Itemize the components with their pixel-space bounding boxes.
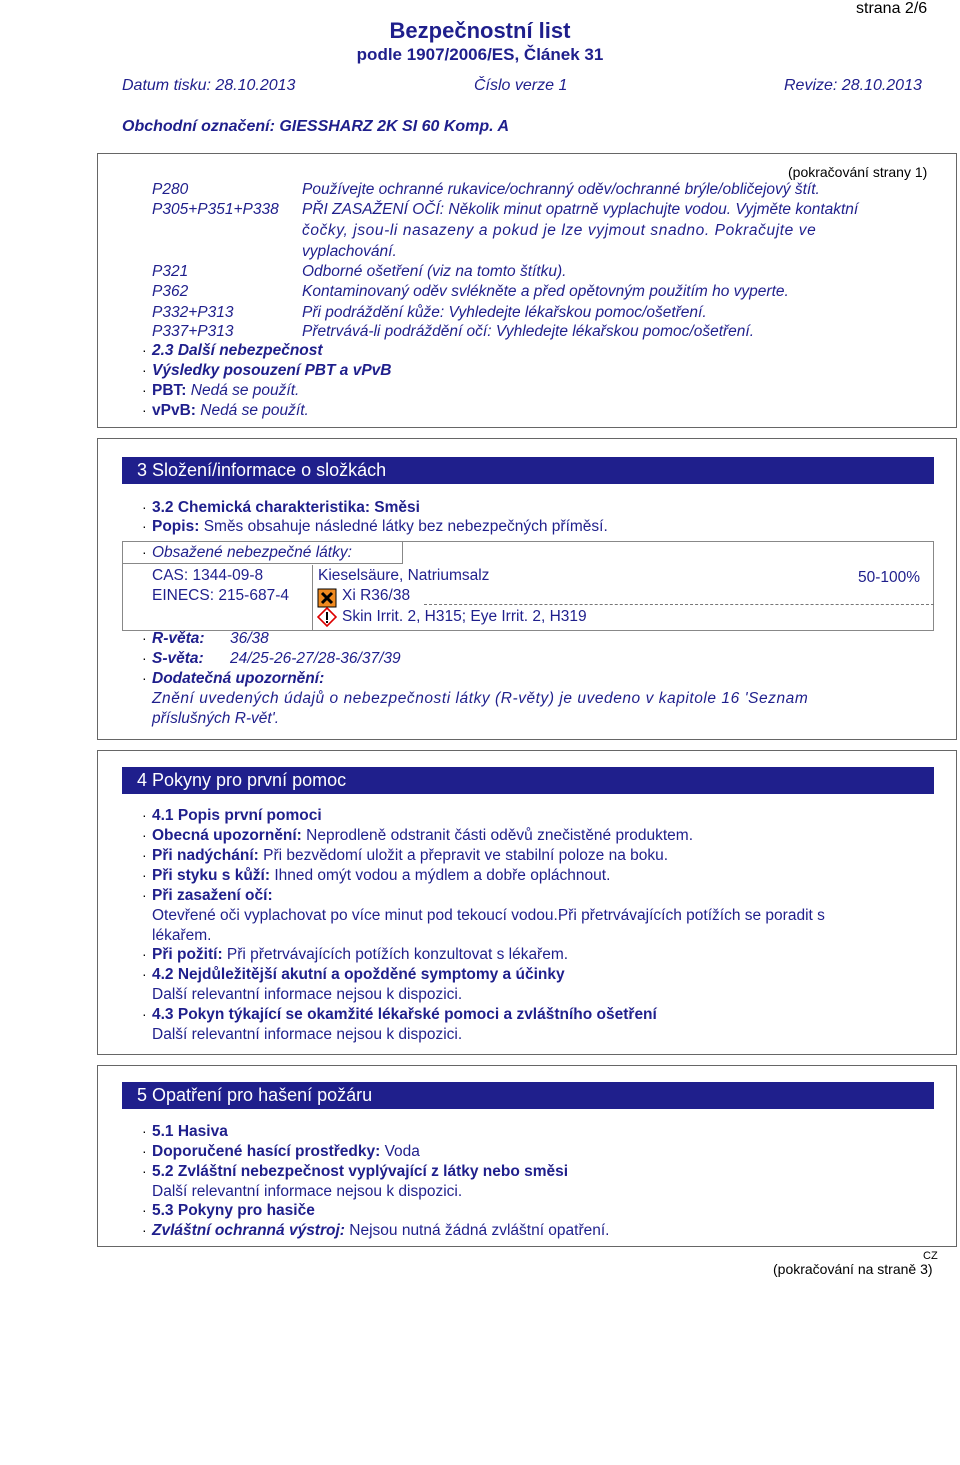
continuation-note: (pokračování strany 1) bbox=[788, 164, 928, 180]
description-line bbox=[152, 517, 608, 537]
bullet: · bbox=[142, 946, 147, 962]
phrase-text: PŘI ZASAŽENÍ OČÍ: Několik minut opatrně vyplachujte vodou. Vyjměte kontaktní bbox=[302, 201, 859, 218]
phrase-code: P337+P313 bbox=[152, 323, 234, 340]
phrase-text: čočky, jsou-li nasazeny a pokud je lze vyjmout snadno. Pokračujte ve bbox=[302, 222, 817, 239]
phrase-text: Přetrvává-li podráždění očí: Vyhledejte lékařskou pomoc/ošetření. bbox=[302, 323, 755, 340]
cas-number: CAS: 1344-09-8 bbox=[152, 567, 264, 584]
additional-note-text: Znění uvedených údajů o nebezpečnosti látky (R-věty) je uvedeno v kapitole 16 'Seznam bbox=[152, 690, 809, 707]
version-number: Číslo verze 1 bbox=[474, 77, 568, 94]
clp-classification: Skin Irrit. 2, H315; Eye Irrit. 2, H319 bbox=[342, 608, 587, 625]
r-phrase-label: R-věta: bbox=[152, 630, 205, 647]
trade-name: Obchodní označení: GIESSHARZ 2K SI 60 Komp. A bbox=[122, 118, 510, 135]
divider-dashed bbox=[424, 604, 934, 605]
bullet: · bbox=[142, 867, 147, 883]
pbt-heading: Výsledky posouzení PBT a vPvB bbox=[152, 362, 392, 379]
bullet: · bbox=[142, 887, 147, 903]
eye-contact-text: Otevřené oči vyplachovat po více minut pod tekoucí vodou.Při přetrvávajících potížích se poradit s bbox=[152, 907, 825, 924]
bullet: · bbox=[142, 1202, 147, 1218]
continued-note: (pokračování na straně 3) bbox=[773, 1261, 933, 1277]
skin-contact-line bbox=[152, 866, 610, 886]
einecs-number: EINECS: 215-687-4 bbox=[152, 587, 289, 604]
section4-sub1: 4.1 Popis první pomoci bbox=[152, 807, 322, 824]
bullet: · bbox=[142, 499, 147, 515]
section4-sub3: 4.3 Pokyn týkající se okamžité lékařské pomoci a zvláštního ošetření bbox=[152, 1006, 657, 1023]
extinguishing-media-line bbox=[152, 1142, 420, 1162]
section5-sub3: 5.3 Pokyny pro hasiče bbox=[152, 1202, 315, 1219]
r-phrase-value: 36/38 bbox=[230, 630, 269, 647]
section4-title: 4 Pokyny pro první pomoc bbox=[122, 767, 934, 794]
hazardous-substances-label: Obsažené nebezpečné látky: bbox=[152, 544, 352, 561]
bullet: · bbox=[142, 518, 147, 534]
description-label: Popis: bbox=[152, 518, 200, 535]
bullet: · bbox=[142, 1006, 147, 1022]
bullet: · bbox=[142, 670, 147, 686]
extinguishing-media-value: Voda bbox=[384, 1143, 420, 1160]
section5-sub2-text: Další relevantní informace nejsou k dispozici. bbox=[152, 1183, 463, 1200]
ingestion-value: Při přetrvávajících potížích konzultovat s lékařem. bbox=[226, 946, 569, 963]
additional-note-text: příslušných R-vět'. bbox=[152, 710, 279, 727]
substance-name: Kieselsäure, Natriumsalz bbox=[318, 567, 490, 584]
eye-contact-text: lékařem. bbox=[152, 927, 212, 944]
protective-equipment-line bbox=[152, 1221, 610, 1241]
bullet: · bbox=[142, 1222, 147, 1238]
cas-divider bbox=[312, 565, 313, 630]
vpvb-value: Nedá se použít. bbox=[200, 402, 309, 419]
document-title: Bezpečnostní list bbox=[389, 18, 571, 43]
bullet: · bbox=[142, 650, 147, 666]
bullet: · bbox=[142, 807, 147, 823]
general-advice-value: Neprodleně odstranit části oděvů znečistěné produktem. bbox=[306, 827, 694, 844]
eye-contact-label: Při zasažení očí: bbox=[152, 887, 273, 904]
bullet: · bbox=[142, 1143, 147, 1159]
print-date: Datum tisku: 28.10.2013 bbox=[122, 77, 296, 94]
inhalation-line bbox=[152, 846, 668, 866]
inhalation-label: Při nadýchání: bbox=[152, 847, 259, 864]
phrase-code: P321 bbox=[152, 263, 189, 280]
exclamation-diamond-icon bbox=[317, 607, 337, 627]
phrase-text: Kontaminovaný oděv svlékněte a před opětovným použitím ho vyperte. bbox=[302, 283, 789, 300]
bullet: · bbox=[142, 362, 147, 378]
phrase-text: Při podráždění kůže: Vyhledejte lékařskou pomoc/ošetření. bbox=[302, 304, 707, 321]
phrase-code: P280 bbox=[152, 181, 189, 198]
vpvb-label: vPvB: bbox=[152, 402, 196, 419]
bullet: · bbox=[142, 847, 147, 863]
general-advice-line bbox=[152, 826, 693, 846]
pbt-line bbox=[152, 381, 299, 401]
description-value: Směs obsahuje následné látky bez nebezpečných příměsí. bbox=[203, 518, 608, 535]
substance-percent: 50-100% bbox=[858, 569, 921, 586]
vpvb-line bbox=[152, 401, 309, 421]
bullet: · bbox=[142, 342, 147, 358]
section5-sub1: 5.1 Hasiva bbox=[152, 1123, 228, 1140]
phrase-text: Odborné ošetření (viz na tomto štítku). bbox=[302, 263, 567, 280]
protective-equipment-label: Zvláštní ochranná výstroj: bbox=[152, 1222, 345, 1239]
bullet: · bbox=[142, 966, 147, 982]
skin-contact-label: Při styku s kůží: bbox=[152, 867, 271, 884]
phrase-code: P362 bbox=[152, 283, 189, 300]
protective-equipment-value: Nejsou nutná žádná zvláštní opatření. bbox=[349, 1222, 610, 1239]
other-hazard-heading: 2.3 Další nebezpečnost bbox=[152, 342, 323, 359]
bullet: · bbox=[142, 1123, 147, 1139]
s-phrase-value: 24/25-26-27/28-36/37/39 bbox=[230, 650, 401, 667]
skin-contact-value: Ihned omýt vodou a mýdlem a dobře opláchnout. bbox=[274, 867, 611, 884]
ingestion-label: Při požití: bbox=[152, 946, 223, 963]
pbt-label: PBT: bbox=[152, 382, 187, 399]
phrase-text: Používejte ochranné rukavice/ochranný oděv/ochranné brýle/obličejový štít. bbox=[302, 181, 820, 198]
s-phrase-label: S-věta: bbox=[152, 650, 204, 667]
section4-sub2: 4.2 Nejdůležitější akutní a opožděné symptomy a účinky bbox=[152, 966, 565, 983]
pbt-value: Nedá se použít. bbox=[190, 382, 300, 399]
bullet: · bbox=[142, 402, 147, 418]
section4-sub3-text: Další relevantní informace nejsou k dispozici. bbox=[152, 1026, 463, 1043]
phrase-code: P305+P351+P338 bbox=[152, 201, 279, 218]
additional-note-label: Dodatečná upozornění: bbox=[152, 670, 325, 687]
section3-title: 3 Složení/informace o složkách bbox=[122, 457, 934, 484]
bullet: · bbox=[142, 544, 147, 560]
section5-sub2: 5.2 Zvláštní nebezpečnost vyplývající z látky nebo směsi bbox=[152, 1163, 569, 1180]
general-advice-label: Obecná upozornění: bbox=[152, 827, 302, 844]
inhalation-value: Při bezvědomí uložit a přepravit ve stabilní poloze na boku. bbox=[263, 847, 669, 864]
bullet: · bbox=[142, 827, 147, 843]
bullet: · bbox=[142, 382, 147, 398]
section3-sub: 3.2 Chemická charakteristika: Směsi bbox=[152, 499, 420, 516]
bullet: · bbox=[142, 630, 147, 646]
harmful-x-icon bbox=[317, 588, 337, 608]
ingestion-line bbox=[152, 945, 568, 965]
bullet: · bbox=[142, 1163, 147, 1179]
extinguishing-media-label: Doporučené hasící prostředky: bbox=[152, 1143, 381, 1160]
xi-classification: Xi R36/38 bbox=[342, 587, 411, 604]
language-code: CZ bbox=[923, 1250, 938, 1262]
page-number: strana 2/6 bbox=[856, 0, 928, 17]
section5-title: 5 Opatření pro hašení požáru bbox=[122, 1082, 934, 1109]
phrase-text: vyplachování. bbox=[302, 243, 397, 260]
section4-sub2-text: Další relevantní informace nejsou k dispozici. bbox=[152, 986, 463, 1003]
revision-date: Revize: 28.10.2013 bbox=[784, 77, 922, 94]
phrase-code: P332+P313 bbox=[152, 304, 234, 321]
document-subtitle: podle 1907/2006/ES, Článek 31 bbox=[356, 45, 604, 64]
